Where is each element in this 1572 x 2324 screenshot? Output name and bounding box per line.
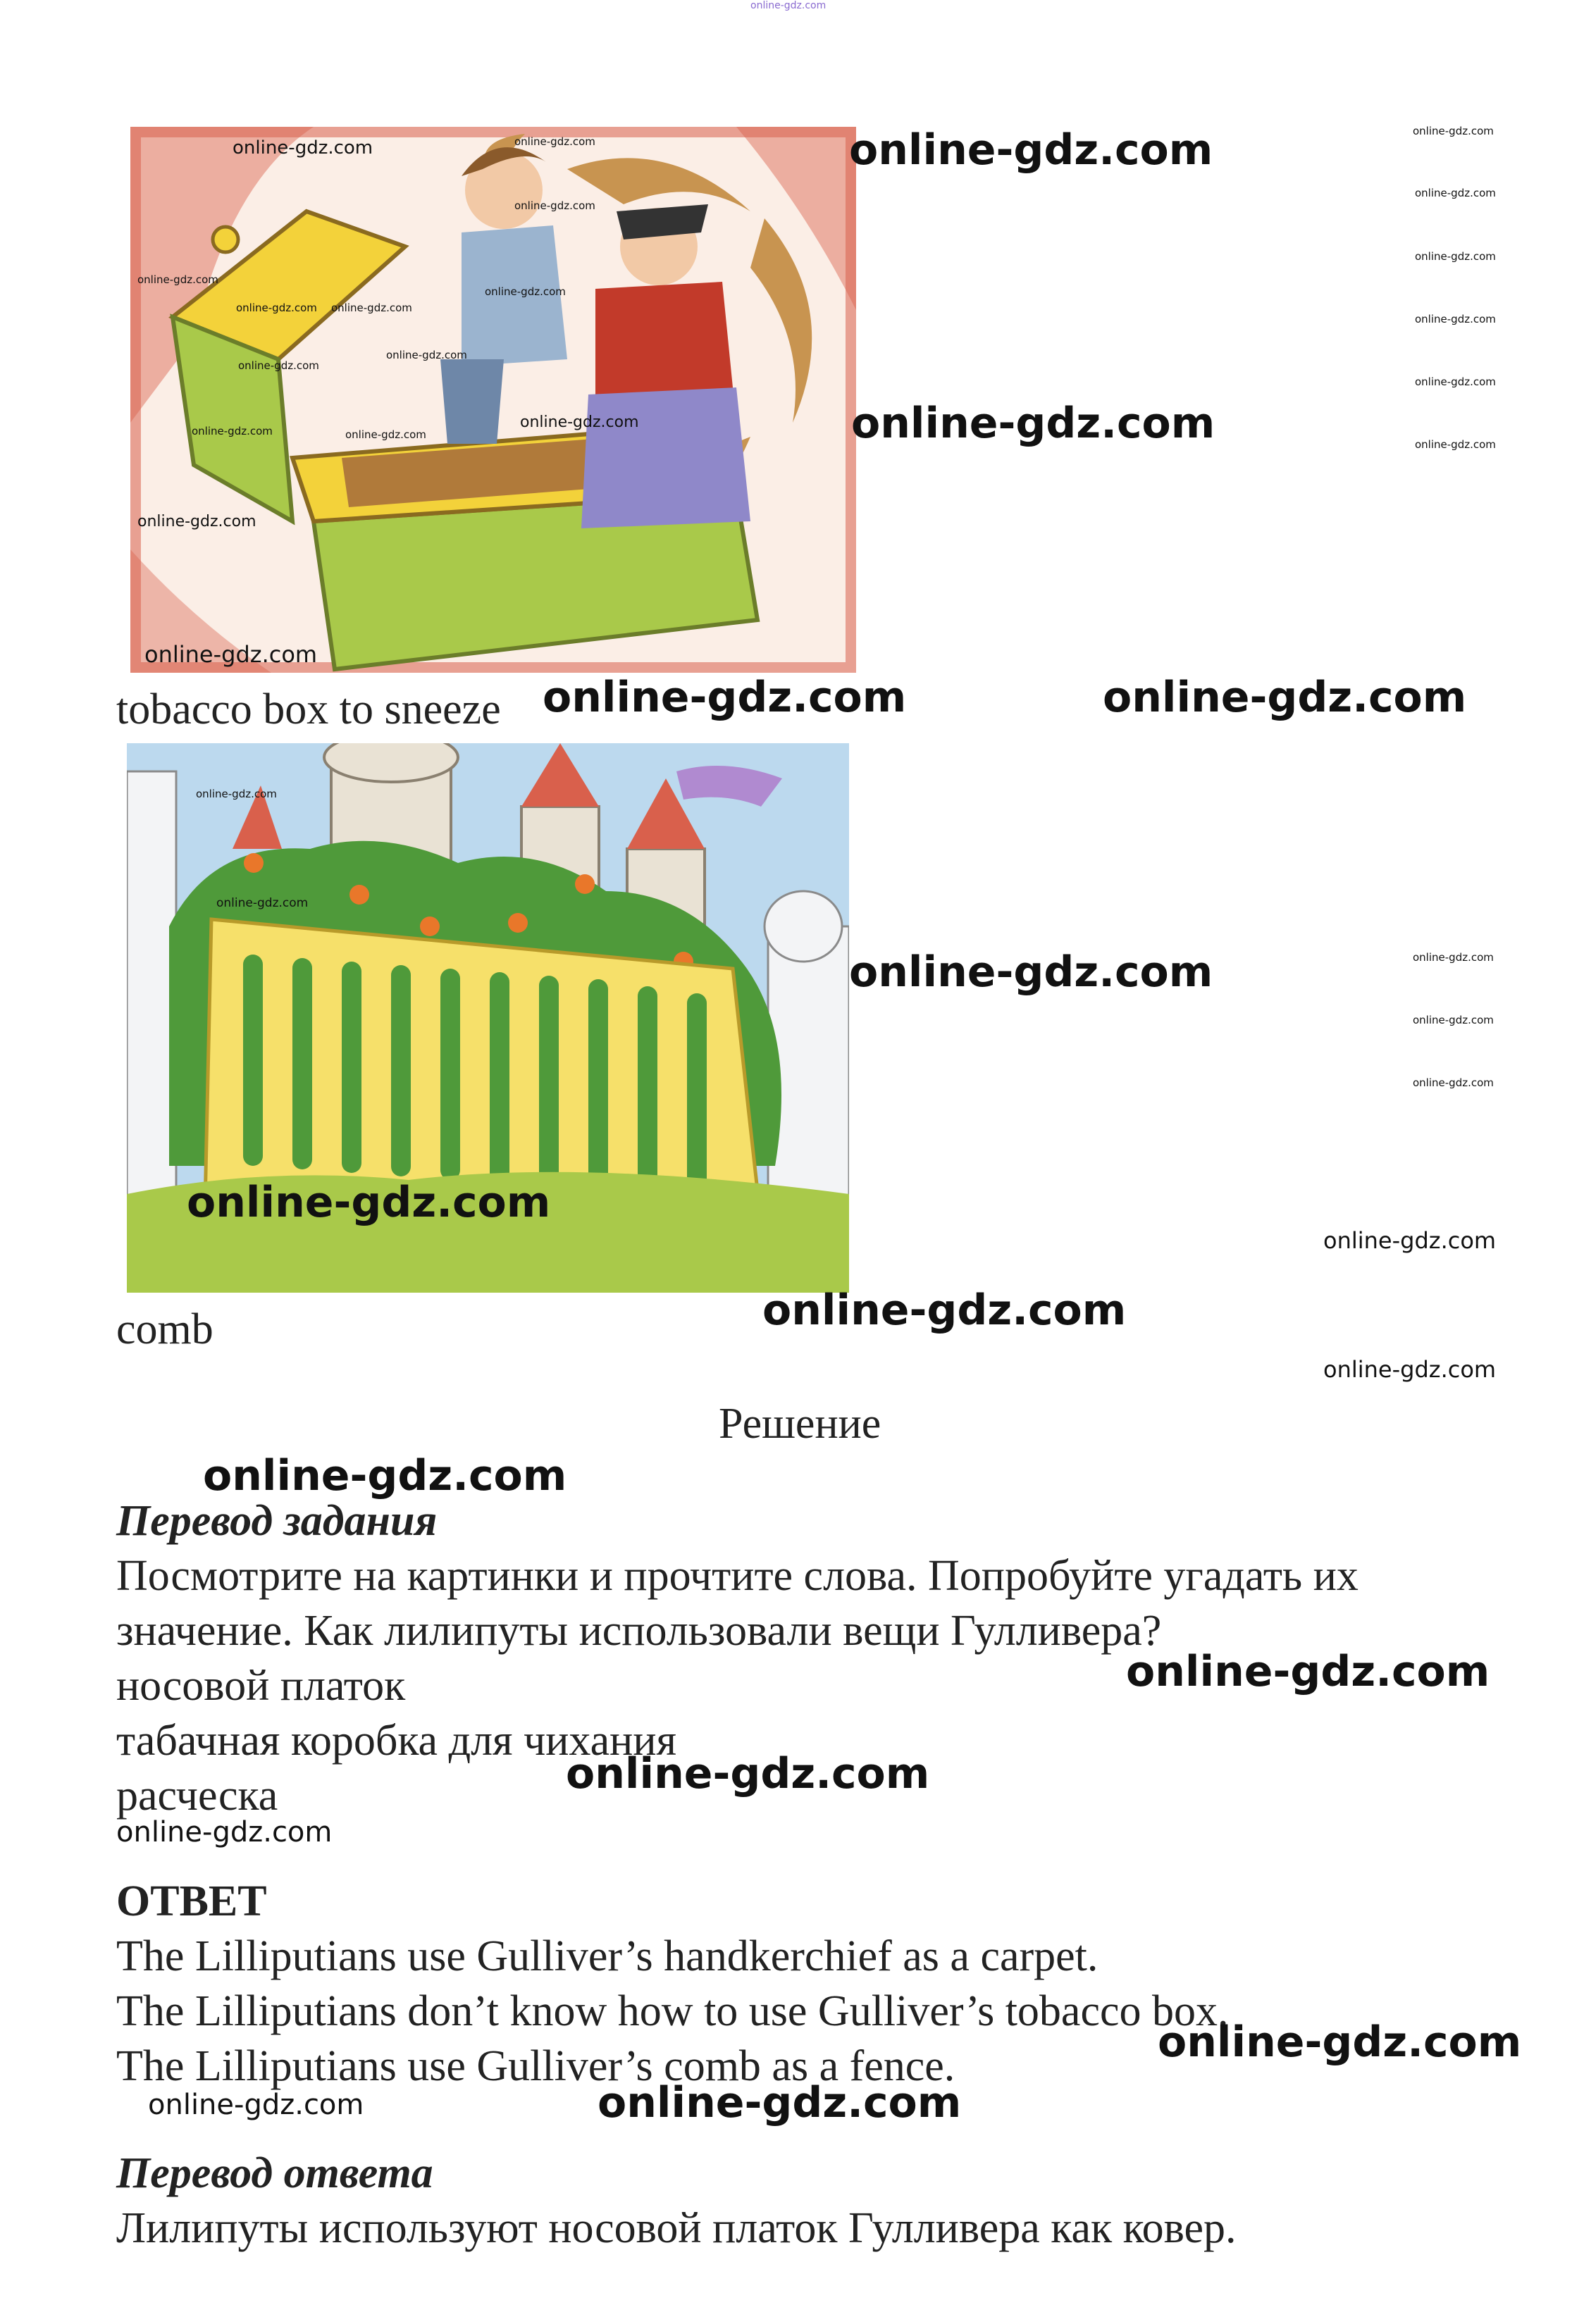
watermark: online-gdz.com	[543, 673, 907, 722]
watermark: online-gdz.com	[598, 2078, 962, 2127]
watermark: online-gdz.com	[216, 896, 309, 910]
watermark: online-gdz.com	[148, 2089, 364, 2121]
watermark: online-gdz.com	[1413, 1076, 1494, 1089]
answer-translation-line: Лилипуты используют носовой платок Гулливера как ковер.	[116, 2204, 1237, 2252]
watermark: online-gdz.com	[137, 273, 218, 286]
watermark: online-gdz.com	[192, 425, 273, 437]
task-translation-line: табачная коробка для чихания	[116, 1717, 677, 1765]
solution-heading: Решение	[719, 1400, 881, 1448]
watermark: online-gdz.com	[520, 414, 639, 431]
watermark: online-gdz.com	[1103, 673, 1467, 722]
watermark: online-gdz.com	[187, 1178, 551, 1227]
watermark: online-gdz.com	[1413, 951, 1494, 964]
tobacco-box-drawing	[130, 127, 856, 673]
watermark: online-gdz.com	[386, 349, 467, 361]
watermark: online-gdz.com	[1158, 2018, 1522, 2067]
watermark: online-gdz.com	[762, 1286, 1127, 1335]
watermark: online-gdz.com	[750, 0, 827, 11]
watermark: online-gdz.com	[1415, 187, 1496, 199]
task-translation-line: Посмотрите на картинки и прочтите слова. Попробуйте угадать их	[116, 1552, 1359, 1600]
watermark: online-gdz.com	[1413, 125, 1494, 137]
watermark: online-gdz.com	[196, 788, 277, 800]
watermark: online-gdz.com	[238, 359, 319, 372]
watermark: online-gdz.com	[345, 428, 426, 441]
watermark: online-gdz.com	[849, 947, 1213, 997]
answer-heading: ОТВЕТ	[116, 1877, 267, 1925]
answer-translation-heading: Перевод ответа	[116, 2149, 433, 2197]
watermark: online-gdz.com	[233, 137, 373, 159]
watermark: online-gdz.com	[849, 125, 1213, 175]
watermark: online-gdz.com	[116, 1816, 333, 1848]
answer-line: The Lilliputians use Gulliver’s comb as a fence.	[116, 2042, 955, 2090]
task-translation-heading: Перевод задания	[116, 1497, 438, 1545]
watermark: online-gdz.com	[1415, 313, 1496, 325]
watermark: online-gdz.com	[566, 1749, 930, 1798]
answer-line: The Lilliputians don’t know how to use Gulliver’s tobacco box.	[116, 1987, 1229, 2035]
watermark: online-gdz.com	[331, 302, 412, 314]
watermark: online-gdz.com	[514, 135, 595, 148]
tobacco-box-illustration	[130, 127, 856, 673]
caption-tobacco-box: tobacco box to sneeze	[116, 685, 501, 733]
watermark: online-gdz.com	[1413, 1014, 1494, 1026]
task-translation-line: расческа	[116, 1772, 278, 1820]
watermark: online-gdz.com	[236, 302, 317, 314]
watermark: online-gdz.com	[137, 513, 256, 530]
answer-line: The Lilliputians use Gulliver’s handkerchief as a carpet.	[116, 1932, 1098, 1980]
watermark: online-gdz.com	[514, 199, 595, 212]
watermark: online-gdz.com	[1323, 1227, 1497, 1254]
caption-comb: comb	[116, 1305, 213, 1353]
watermark: online-gdz.com	[1323, 1356, 1497, 1383]
watermark: online-gdz.com	[1126, 1647, 1490, 1696]
watermark: online-gdz.com	[1415, 250, 1496, 263]
task-translation-line: носовой платок	[116, 1662, 406, 1710]
watermark: online-gdz.com	[851, 399, 1215, 448]
watermark: online-gdz.com	[203, 1451, 567, 1500]
watermark: online-gdz.com	[1415, 438, 1496, 451]
task-translation-line: значение. Как лилипуты использовали вещи Гулливера?	[116, 1607, 1162, 1655]
watermark: online-gdz.com	[485, 285, 566, 298]
watermark: online-gdz.com	[144, 641, 318, 668]
watermark: online-gdz.com	[1415, 375, 1496, 388]
